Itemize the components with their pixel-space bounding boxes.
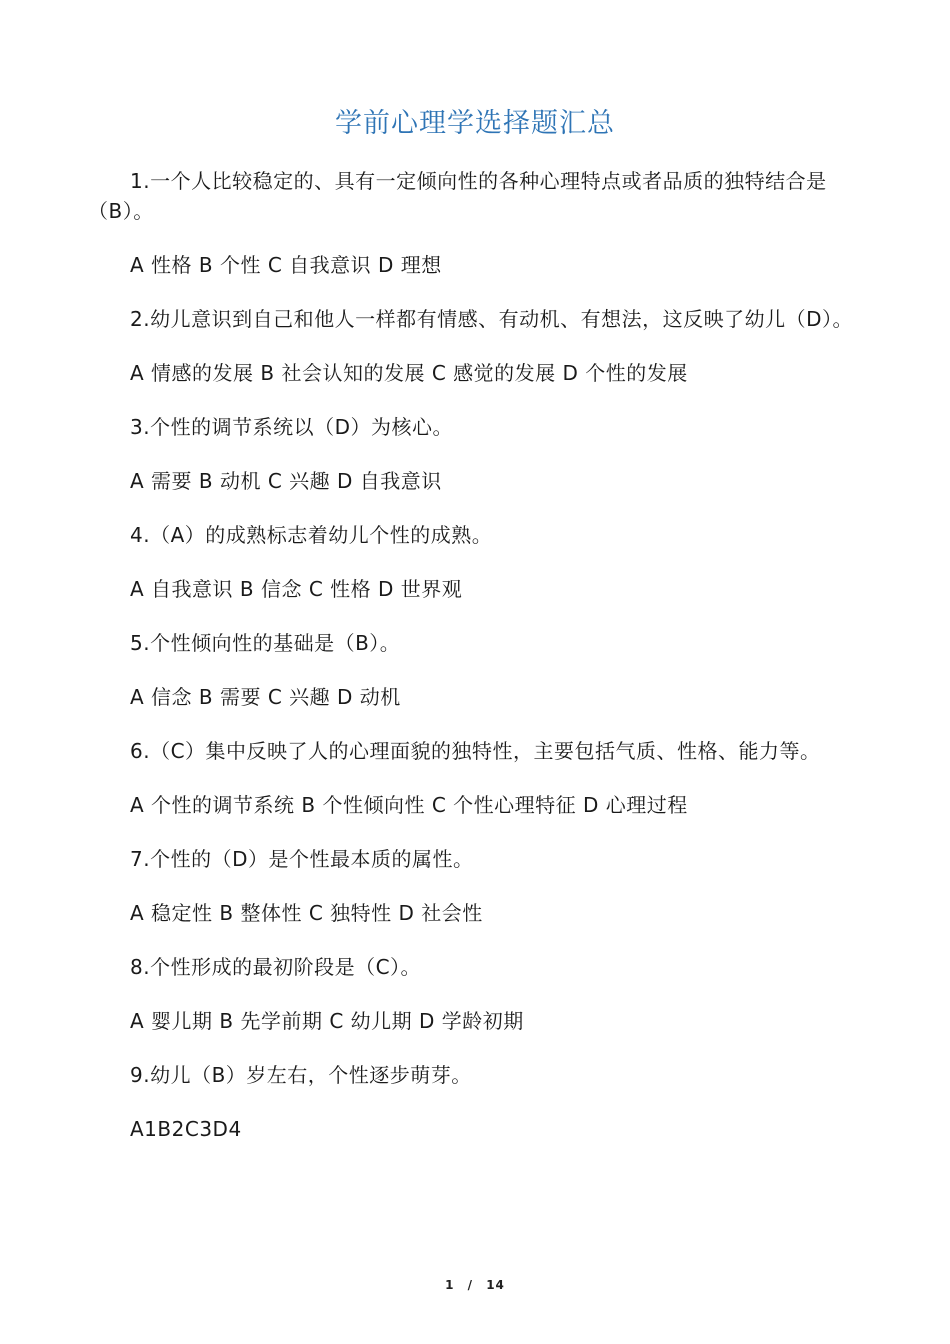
question-list: [88, 166, 863, 1168]
options-6: A 个性的调节系统 B 个性倾向性 C 个性心理特征 D 心理过程: [130, 793, 688, 817]
page-separator: /: [467, 1278, 474, 1292]
question-3: 3.个性的调节系统以（D）为核心。: [130, 415, 453, 439]
options-3: A 需要 B 动机 C 兴趣 D 自我意识: [130, 469, 442, 493]
total-pages: 14: [486, 1278, 505, 1292]
page-title: 学前心理学选择题汇总: [335, 108, 615, 139]
question-1: 1.一个人比较稳定的、具有一定倾向性的各种心理特点或者品质的独特结合是（B）。: [88, 169, 827, 223]
options-8: A 婴儿期 B 先学前期 C 幼儿期 D 学龄初期: [130, 1009, 524, 1033]
options-2: A 情感的发展 B 社会认知的发展 C 感觉的发展 D 个性的发展: [130, 361, 688, 385]
options-5: A 信念 B 需要 C 兴趣 D 动机: [130, 685, 401, 709]
question-6: 6.（C）集中反映了人的心理面貌的独特性，主要包括气质、性格、能力等。: [130, 739, 821, 763]
question-2: 2.幼儿意识到自己和他人一样都有情感、有动机、有想法，这反映了幼儿（D）。: [130, 307, 853, 331]
question-8: 8.个性形成的最初阶段是（C）。: [130, 955, 422, 979]
options-7: A 稳定性 B 整体性 C 独特性 D 社会性: [130, 901, 483, 925]
options-1: A 性格 B 个性 C 自我意识 D 理想: [130, 253, 442, 277]
question-4: 4.（A）的成熟标志着幼儿个性的成熟。: [130, 523, 493, 547]
question-5: 5.个性倾向性的基础是（B）。: [130, 631, 401, 655]
options-9: A1B2C3D4: [130, 1117, 242, 1141]
question-9: 9.幼儿（B）岁左右，个性逐步萌芽。: [130, 1063, 472, 1087]
question-7: 7.个性的（D）是个性最本质的属性。: [130, 847, 474, 871]
page-number: [0, 1278, 950, 1292]
current-page: 1: [445, 1278, 455, 1292]
options-4: A 自我意识 B 信念 C 性格 D 世界观: [130, 577, 463, 601]
